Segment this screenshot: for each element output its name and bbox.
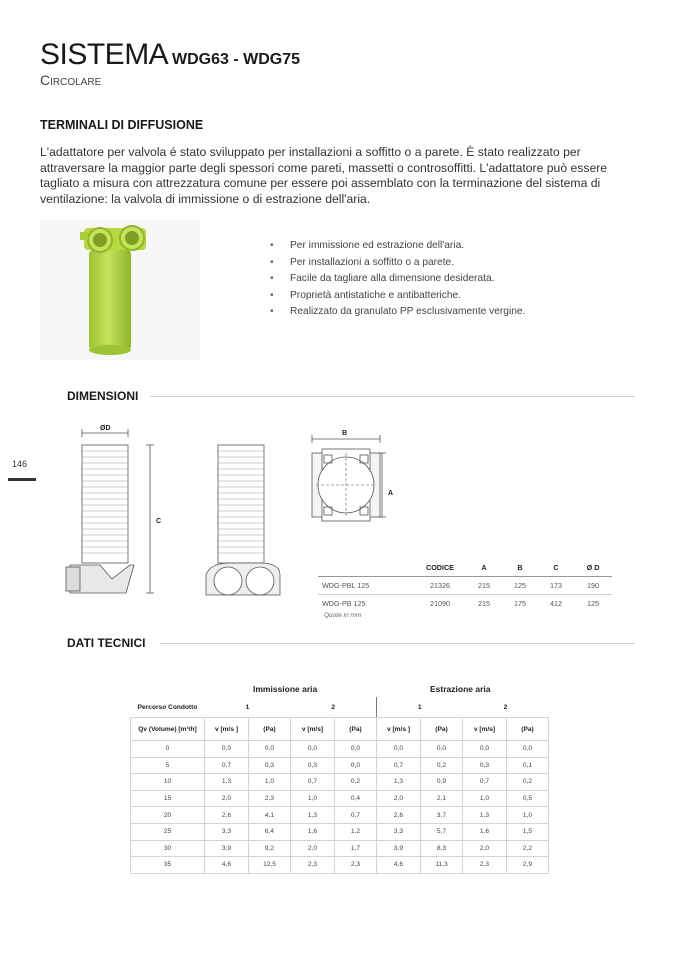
value-cell: 4,6 [377,857,421,874]
value-cell: 0,0 [463,741,507,758]
value-cell: 1,0 [507,807,549,824]
value-cell: 0,7 [377,757,421,774]
value-cell: 0,0 [377,741,421,758]
value-cell: 2,3 [291,857,335,874]
value-cell: 4,1 [249,807,291,824]
adapter-illustration [40,220,200,360]
value-cell: 0,0 [421,741,463,758]
list-item: • Facile da tagliare alla dimensione desiderata. [270,271,525,288]
value-cell: 1,6 [463,823,507,840]
value-cell: 1,3 [205,774,249,791]
table-header: B [502,558,538,577]
value-cell: 2,3 [249,790,291,807]
value-cell: 2,6 [205,807,249,824]
value-cell: 0,9 [421,774,463,791]
value-cell: 2,2 [507,840,549,857]
value-cell: 0,4 [335,790,377,807]
table-row: WDG-PB 125 21090 215 175 412 125 [322,599,599,608]
table-row [131,757,549,774]
table-header-row: Qv (Volume) [m³/h] v [m/s ] (Pa) v [m/s] (Pa) v [m/s ] (Pa) v [m/s] (Pa) [131,718,549,741]
value-cell: 3,9 [377,840,421,857]
value-cell: 1,6 [291,823,335,840]
percorso-label: Percorso Condotto [131,697,205,718]
value-cell: 2,1 [421,790,463,807]
qv-cell: 10 [131,774,205,791]
value-cell: 9,2 [249,840,291,857]
feature-list [270,238,525,321]
dim-label-c: C [156,518,162,525]
value-cell: 0,3 [463,757,507,774]
table-header: Ø D [574,558,612,577]
section-heading-dati-tecnici: DATI TECNICI [67,636,151,650]
value-cell: 0,5 [507,790,549,807]
value-cell: 1,7 [335,840,377,857]
value-cell: 0,1 [507,757,549,774]
list-item: • Proprietà antistatiche e antibatteriche. [270,288,525,305]
page-subtitle: Circolare [40,72,102,88]
table-header [318,558,414,577]
value-cell: 2,0 [377,790,421,807]
value-cell: 11,3 [421,857,463,874]
value-cell: 1,0 [249,774,291,791]
value-cell: 6,4 [249,823,291,840]
value-cell: 2,3 [463,857,507,874]
value-cell: 2,9 [507,857,549,874]
qv-cell: 15 [131,790,205,807]
technical-data-table [130,697,549,874]
value-cell: 1,0 [291,790,335,807]
value-cell: 3,7 [421,807,463,824]
qv-cell: 20 [131,807,205,824]
group-label-estrazione: Estrazione aria [430,684,491,694]
table-row [131,823,549,840]
section-heading-dimensioni: DIMENSIONI [67,389,144,403]
qv-cell: 5 [131,757,205,774]
table-row [131,741,549,758]
model-codes: WDG63 - WDG75 [172,51,301,68]
table-header: A [466,558,502,577]
value-cell: 1,3 [463,807,507,824]
value-cell: 2,0 [291,840,335,857]
list-item: • Per installazioni a soffitto o a parete. [270,255,525,272]
value-cell: 0,0 [335,757,377,774]
value-cell: 0,0 [507,741,549,758]
value-cell: 12,5 [249,857,291,874]
value-cell: 0,7 [463,774,507,791]
table-header: C [538,558,574,577]
table-header-row: Percorso Condotto 1 2 1 2 [131,697,549,718]
section-divider [150,396,635,397]
units-note: Quote in mm [324,612,362,619]
table-row: WDG-PBL 125 21326 215 125 173 190 [318,577,612,595]
page-number: 146 [12,459,28,469]
value-cell: 0,7 [335,807,377,824]
value-cell: 2,0 [205,790,249,807]
value-cell: 1,3 [291,807,335,824]
list-item: • Realizzato da granulato PP esclusivamente vergine. [270,304,525,321]
table-row [131,807,549,824]
value-cell: 5,7 [421,823,463,840]
table-row [131,840,549,857]
page-marker [8,478,36,481]
value-cell: 1,3 [377,774,421,791]
value-cell: 1,2 [335,823,377,840]
value-cell: 4,6 [205,857,249,874]
value-cell: 0,0 [335,741,377,758]
qv-cell: 25 [131,823,205,840]
qv-cell: 30 [131,840,205,857]
value-cell: 3,3 [205,823,249,840]
group-label-immissione: Immissione aria [253,684,318,694]
section-heading-terminali: TERMINALI DI DIFFUSIONE [40,118,204,132]
value-cell: 0,0 [291,741,335,758]
value-cell: 1,5 [507,823,549,840]
value-cell: 0,3 [249,757,291,774]
value-cell: 2,0 [463,840,507,857]
value-cell: 3,9 [205,840,249,857]
intro-paragraph: L'adattatore per valvola é stato sviluppato per installazioni a soffitto o a parete. È stato realizzato per attraversare la maggior parte degli spessori come pareti, massetti o controsoffitti. L'adattatore può essere tagliato a misura con attrezzatura comune per essere poi assemblato con la terminazione del sistema di ventilazione: la valvola di immissione o di estrazione dell'aria. [40,145,608,206]
value-cell: 3,3 [377,823,421,840]
dimensions-table [318,558,612,612]
value-cell: 2,3 [335,857,377,874]
table-header: CODICE [414,558,466,577]
value-cell: 0,2 [421,757,463,774]
page-title: SISTEMA [40,38,169,71]
value-cell: 0,2 [335,774,377,791]
list-item: • Per immissione ed estrazione dell'aria. [270,238,525,255]
qv-cell: 35 [131,857,205,874]
qv-label: Qv (Volume) [m³/h] [131,718,205,741]
value-cell: 1,0 [463,790,507,807]
value-cell: 0,0 [249,741,291,758]
value-cell: 8,3 [421,840,463,857]
dim-label-b: B [342,430,348,437]
value-cell: 0,0 [205,741,249,758]
section-divider [160,643,635,644]
value-cell: 0,3 [291,757,335,774]
table-row [131,790,549,807]
dim-label-a: A [388,490,394,497]
table-row [131,857,549,874]
value-cell: 0,2 [507,774,549,791]
qv-cell: 0 [131,741,205,758]
dim-label-d: ØD [100,425,111,432]
product-photo [40,220,200,360]
table-row [131,774,549,791]
value-cell: 0,7 [205,757,249,774]
value-cell: 2,6 [377,807,421,824]
value-cell: 0,7 [291,774,335,791]
